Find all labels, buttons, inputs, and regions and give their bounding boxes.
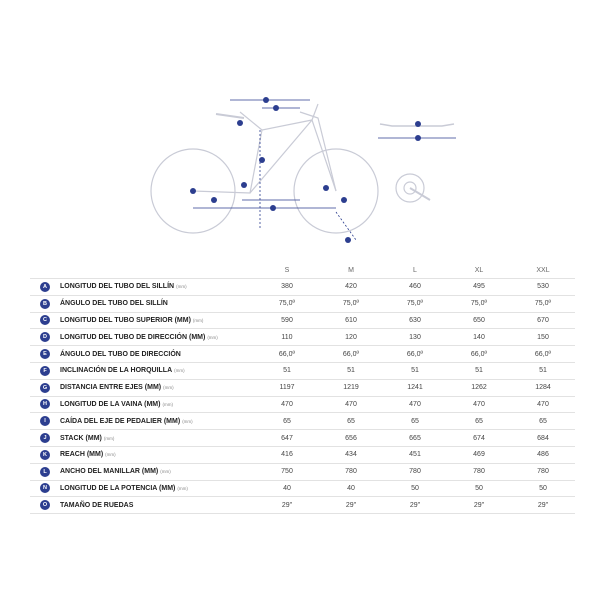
unit-label: (mm) — [177, 485, 188, 491]
measurement-value: 65 — [255, 413, 319, 430]
measurement-value: 51 — [255, 362, 319, 379]
measurement-value: 75,0º — [383, 295, 447, 312]
table-row — [30, 295, 575, 312]
measurement-value: 460 — [383, 279, 447, 296]
measurement-value: 29" — [447, 497, 511, 514]
table-row — [30, 312, 575, 329]
size-header: XL — [474, 266, 484, 274]
row-letter-badge: L — [40, 467, 50, 477]
measurement-label: ANCHO DEL MANILLAR (MM) — [60, 468, 159, 476]
measurement-value: 469 — [447, 446, 511, 463]
measurement-value: 665 — [383, 430, 447, 447]
row-letter-badge: E — [40, 349, 50, 359]
diagram-marker — [323, 185, 329, 191]
diagram-marker — [190, 188, 196, 194]
unit-label: (mm) — [174, 368, 185, 374]
measurement-value: 120 — [319, 329, 383, 346]
table-row — [30, 430, 575, 447]
measurement-value: 29" — [511, 497, 575, 514]
row-letter-badge: F — [40, 366, 50, 376]
diagram-marker — [263, 97, 269, 103]
table-row — [30, 480, 575, 497]
measurement-value: 75,0º — [319, 295, 383, 312]
measurement-value: 66,0º — [383, 346, 447, 363]
diagram-marker — [259, 157, 265, 163]
measurement-value: 416 — [255, 446, 319, 463]
unit-label: (mm) — [182, 418, 193, 424]
measurement-value: 66,0º — [511, 346, 575, 363]
measurement-value: 50 — [511, 480, 575, 497]
table-row — [30, 396, 575, 413]
unit-label: (mm) — [176, 284, 187, 290]
measurement-value: 75,0º — [511, 295, 575, 312]
measurement-label: LONGITUD DEL TUBO DE DIRECCIÓN (MM) — [60, 333, 206, 341]
measurement-value: 495 — [447, 279, 511, 296]
frame-outline — [193, 120, 336, 193]
row-letter-badge: A — [40, 282, 50, 292]
measurement-value: 590 — [255, 312, 319, 329]
measurement-value: 674 — [447, 430, 511, 447]
table-row — [30, 497, 575, 514]
measurement-label: TAMAÑO DE RUEDAS — [60, 501, 134, 509]
measurement-value: 750 — [255, 463, 319, 480]
measurement-value: 51 — [383, 362, 447, 379]
diagram-marker — [415, 121, 421, 127]
measurement-label: DISTANCIA ENTRE EJES (MM) — [60, 384, 162, 392]
diagram-marker — [341, 197, 347, 203]
measurement-value: 1219 — [319, 379, 383, 396]
unit-label: (mm) — [207, 334, 218, 340]
row-letter-badge: J — [40, 433, 50, 443]
size-header: L — [413, 266, 417, 274]
row-letter-badge: B — [40, 299, 50, 309]
unit-label: (mm) — [192, 317, 204, 323]
measurement-value: 65 — [511, 413, 575, 430]
measurement-value: 51 — [319, 362, 383, 379]
measurement-label: LONGITUD DEL TUBO SUPERIOR (MM) — [60, 316, 191, 324]
table-row — [30, 413, 575, 430]
table-row — [30, 329, 575, 346]
measurement-value: 40 — [319, 480, 383, 497]
row-letter-badge: C — [40, 315, 50, 325]
measurement-value: 650 — [447, 312, 511, 329]
diagram-marker — [415, 135, 421, 141]
unit-label: (mm) — [163, 385, 174, 391]
measurement-value: 40 — [255, 480, 319, 497]
measurement-value: 420 — [319, 279, 383, 296]
measurement-value: 647 — [255, 430, 319, 447]
unit-label: (mm) — [105, 452, 116, 458]
diagram-marker — [237, 120, 243, 126]
row-letter-badge: I — [40, 416, 50, 426]
unit-label: (mm) — [162, 401, 173, 407]
measurement-label: REACH (MM) — [60, 451, 104, 459]
measurement-value: 1197 — [255, 379, 319, 396]
row-letter-badge: G — [40, 383, 50, 393]
measurement-value: 434 — [319, 446, 383, 463]
measurement-value: 470 — [319, 396, 383, 413]
unit-label: (mm) — [160, 469, 171, 475]
measurement-value: 684 — [511, 430, 575, 447]
measurement-value: 630 — [383, 312, 447, 329]
measurement-label: ÁNGULO DEL TUBO DE DIRECCIÓN — [60, 350, 181, 358]
unit-label: (mm) — [103, 435, 115, 441]
table-row — [30, 379, 575, 396]
measurement-value: 1284 — [511, 379, 575, 396]
measurement-value: 610 — [319, 312, 383, 329]
geometry-table — [30, 262, 575, 514]
row-letter-badge: D — [40, 332, 50, 342]
measurement-label: ÁNGULO DEL TUBO DEL SILLÍN — [60, 300, 168, 308]
measurement-value: 780 — [319, 463, 383, 480]
measurement-value: 470 — [383, 396, 447, 413]
size-header: M — [348, 266, 354, 274]
table-row — [30, 362, 575, 379]
measurement-label: LONGITUD DE LA VAINA (MM) — [60, 400, 161, 408]
table-row — [30, 463, 575, 480]
measurement-value: 75,0º — [255, 295, 319, 312]
measurement-value: 51 — [511, 362, 575, 379]
measurement-value: 780 — [383, 463, 447, 480]
measurement-value: 140 — [447, 329, 511, 346]
row-letter-badge: H — [40, 399, 50, 409]
measurement-label: LONGITUD DEL TUBO DEL SILLÍN — [60, 283, 175, 291]
size-header: S — [284, 266, 290, 274]
row-letter-badge: O — [40, 500, 50, 510]
measurement-value: 670 — [511, 312, 575, 329]
saddle — [216, 114, 244, 118]
measurement-value: 486 — [511, 446, 575, 463]
table-row — [30, 446, 575, 463]
table-header-row — [30, 262, 575, 279]
measurement-value: 780 — [447, 463, 511, 480]
diagram-marker — [241, 182, 247, 188]
measurement-value: 1241 — [383, 379, 447, 396]
measurement-value: 470 — [511, 396, 575, 413]
diagram-marker — [273, 105, 279, 111]
measurement-value: 50 — [383, 480, 447, 497]
measurement-value: 50 — [447, 480, 511, 497]
measurement-value: 66,0º — [255, 346, 319, 363]
table-row — [30, 346, 575, 363]
measurement-value: 1262 — [447, 379, 511, 396]
measurement-value: 530 — [511, 279, 575, 296]
measurement-value: 470 — [255, 396, 319, 413]
row-letter-badge: N — [40, 483, 50, 493]
measurement-value: 29" — [383, 497, 447, 514]
measurement-value: 65 — [447, 413, 511, 430]
measurement-value: 51 — [447, 362, 511, 379]
measurement-label: INCLINACIÓN DE LA HORQUILLA — [60, 367, 173, 375]
measurement-value: 29" — [319, 497, 383, 514]
measurement-value: 75,0º — [447, 295, 511, 312]
size-header: XXL — [536, 266, 550, 274]
measurement-value: 29" — [255, 497, 319, 514]
measurement-value: 65 — [383, 413, 447, 430]
measurement-value: 66,0º — [319, 346, 383, 363]
measurement-value: 65 — [319, 413, 383, 430]
measurement-value: 451 — [383, 446, 447, 463]
measurement-label: STACK (MM) — [60, 434, 102, 442]
measurement-value: 656 — [319, 430, 383, 447]
row-letter-badge: K — [40, 450, 50, 460]
measurement-value: 150 — [511, 329, 575, 346]
measurement-value: 380 — [255, 279, 319, 296]
measurement-value: 110 — [255, 329, 319, 346]
measurement-value: 470 — [447, 396, 511, 413]
diagram-marker — [211, 197, 217, 203]
measurement-value: 66,0º — [447, 346, 511, 363]
measurement-label: LONGITUD DE LA POTENCIA (MM) — [60, 484, 176, 492]
measurement-value: 780 — [511, 463, 575, 480]
diagram-marker — [270, 205, 276, 211]
diagram-marker — [345, 237, 351, 243]
table-row — [30, 279, 575, 296]
bike-geometry-diagram — [0, 0, 600, 255]
measurement-label: CAÍDA DEL EJE DE PEDALIER (MM) — [60, 417, 181, 425]
measurement-value: 130 — [383, 329, 447, 346]
